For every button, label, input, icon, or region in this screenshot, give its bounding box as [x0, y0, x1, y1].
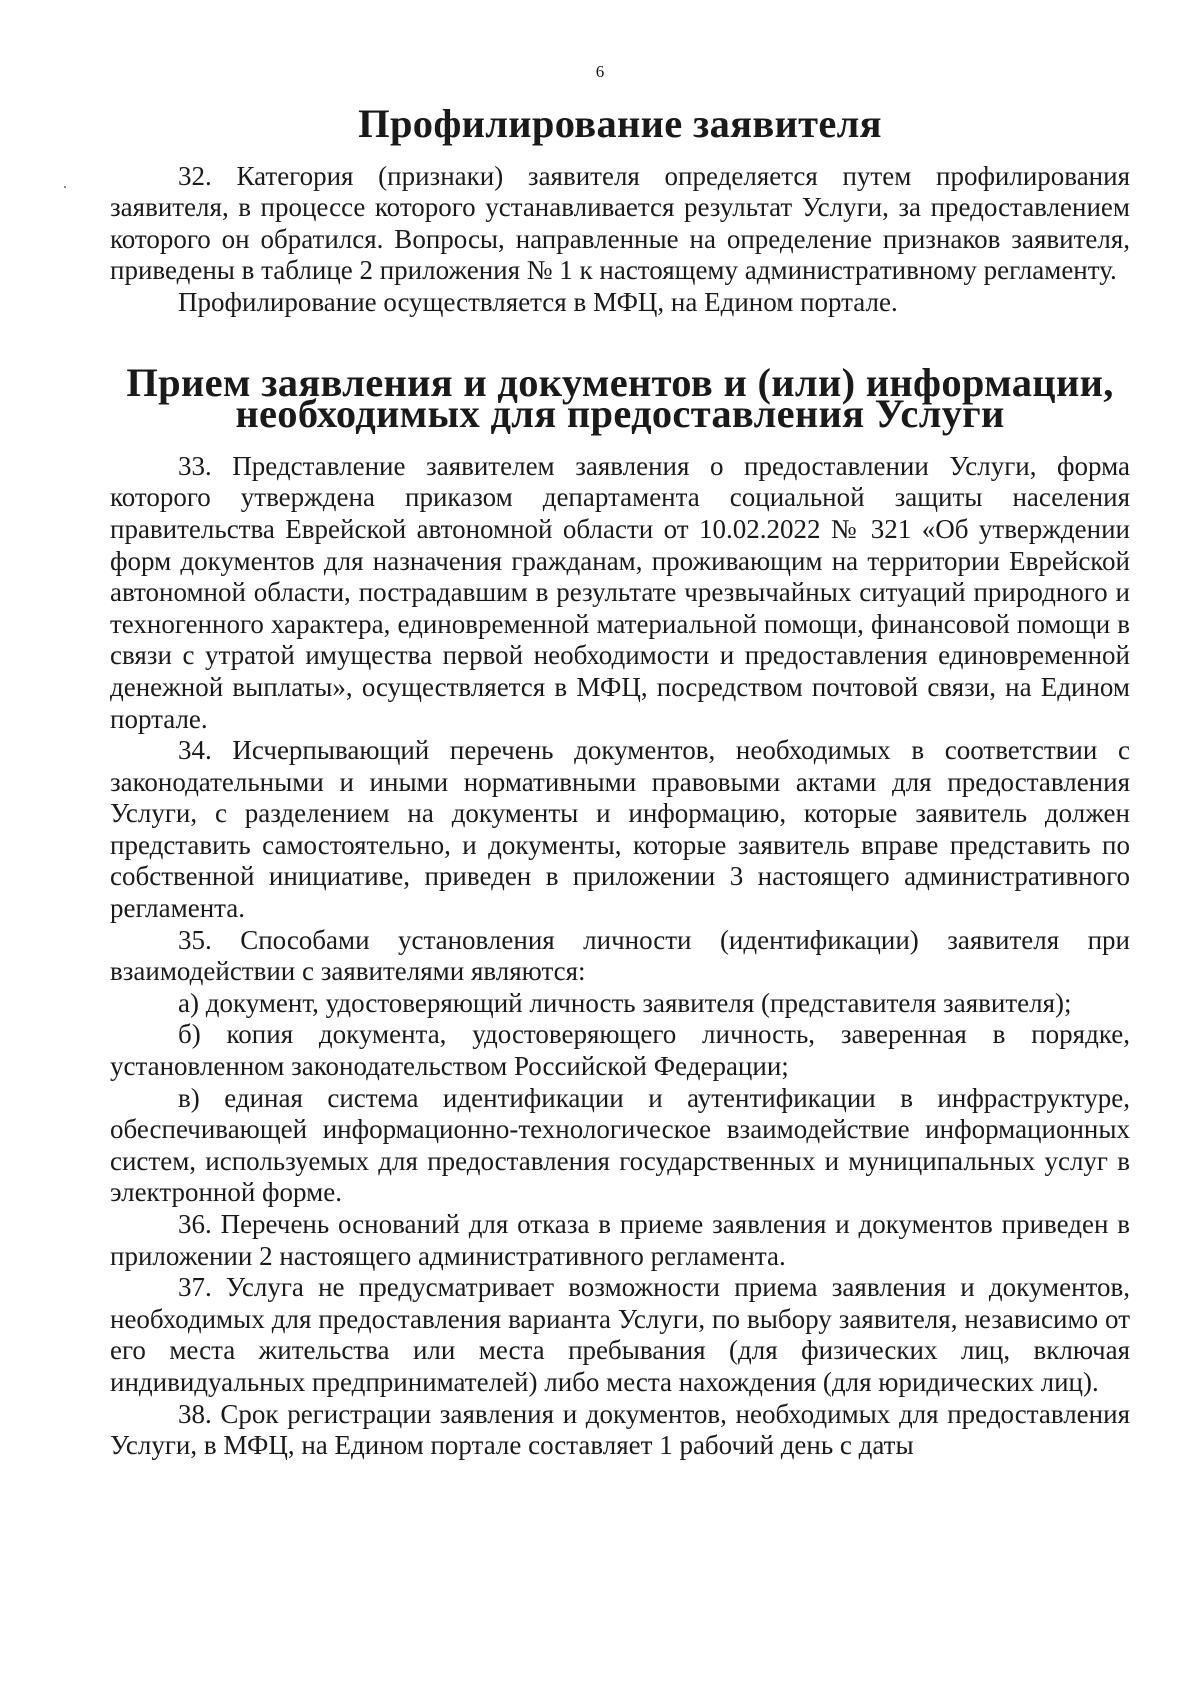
paragraph-34: 34. Исчерпывающий перечень документов, необходимых в соответствии с законодательными и иными нормативными правовыми актами для предоставления Услуги, с разделением на документы и информацию, которые заявитель должен представить самостоятельно, и документы, которые заявитель вправе представить по собственной инициативе, приведен в приложении 3 настоящего административного регламента. — [110, 735, 1130, 924]
paragraph-35-item-v: в) единая система идентификации и аутентификации в инфраструктуре, обеспечивающей информационно-технологическое взаимодействие информационных систем, используемых для предоставления государственных и муниципальных услуг в электронной форме. — [110, 1082, 1130, 1208]
paragraph-32: 32. Категория (признаки) заявителя определяется путем профилирования заявителя, в процессе которого устанавливается результат Услуги, за предоставлением которого он обратился. Вопросы, направленные на определение признаков заявителя, приведены в таблице 2 приложения № 1 к настоящему административному регламенту. — [110, 160, 1130, 286]
paragraph-35-item-a: а) документ, удостоверяющий личность заявителя (представителя заявителя); — [178, 987, 1072, 1018]
paragraph-32-continued: Профилирование осуществляется в МФЦ, на Едином портале. — [178, 286, 898, 317]
paragraph-36: 36. Перечень оснований для отказа в приеме заявления и документов приведен в приложении 2 настоящего административного регламента. — [110, 1209, 1130, 1271]
scan-artifact — [64, 186, 66, 188]
page-number: 6 — [595, 62, 605, 81]
paragraph-37: 37. Услуга не предусматривает возможности приема заявления и документов, необходимых для предоставления варианта Услуги, по выбору заявителя, независимо от его места жительства или места пребывания (для физических лиц, включая индивидуальных предпринимателей) либо места нахождения (для юридических лиц). — [110, 1272, 1130, 1397]
section-heading-profiling: Профилирование заявителя — [358, 101, 882, 146]
paragraph-35-item-b: б) копия документа, удостоверяющего личность, заверенная в порядке, установленном законодательством Российской Федерации; — [110, 1019, 1130, 1082]
paragraph-33: 33. Представление заявителем заявления о предоставлении Услуги, форма которого утверждена приказом департамента социальной защиты населения правительства Еврейской автономной области от 10.02.2022 № 321 «Об утверждении форм документов для назначения гражданам, проживающим на территории Еврейской автономной области, пострадавшим в результате чрезвычайных ситуаций природного и техногенного характера, единовременной материальной помощи, финансовой помощи в связи с утратой имущества первой необходимости и предоставления единовременной денежной выплаты», осуществляется в МФЦ, посредством почтовой связи, на Едином портале. — [110, 450, 1130, 734]
section-heading-application-intake: Прием заявления и документов и (или) информации, необходимых для предоставления Услуги — [126, 359, 1114, 437]
document-body — [110, 101, 1130, 1462]
paragraph-35: 35. Способами установления личности (идентификации) заявителя при взаимодействии с заявителями являются: — [110, 924, 1130, 987]
paragraph-38: 38. Срок регистрации заявления и документов, необходимых для предоставления Услуги, в МФЦ, на Едином портале составляет 1 рабочий день с даты — [110, 1398, 1130, 1461]
